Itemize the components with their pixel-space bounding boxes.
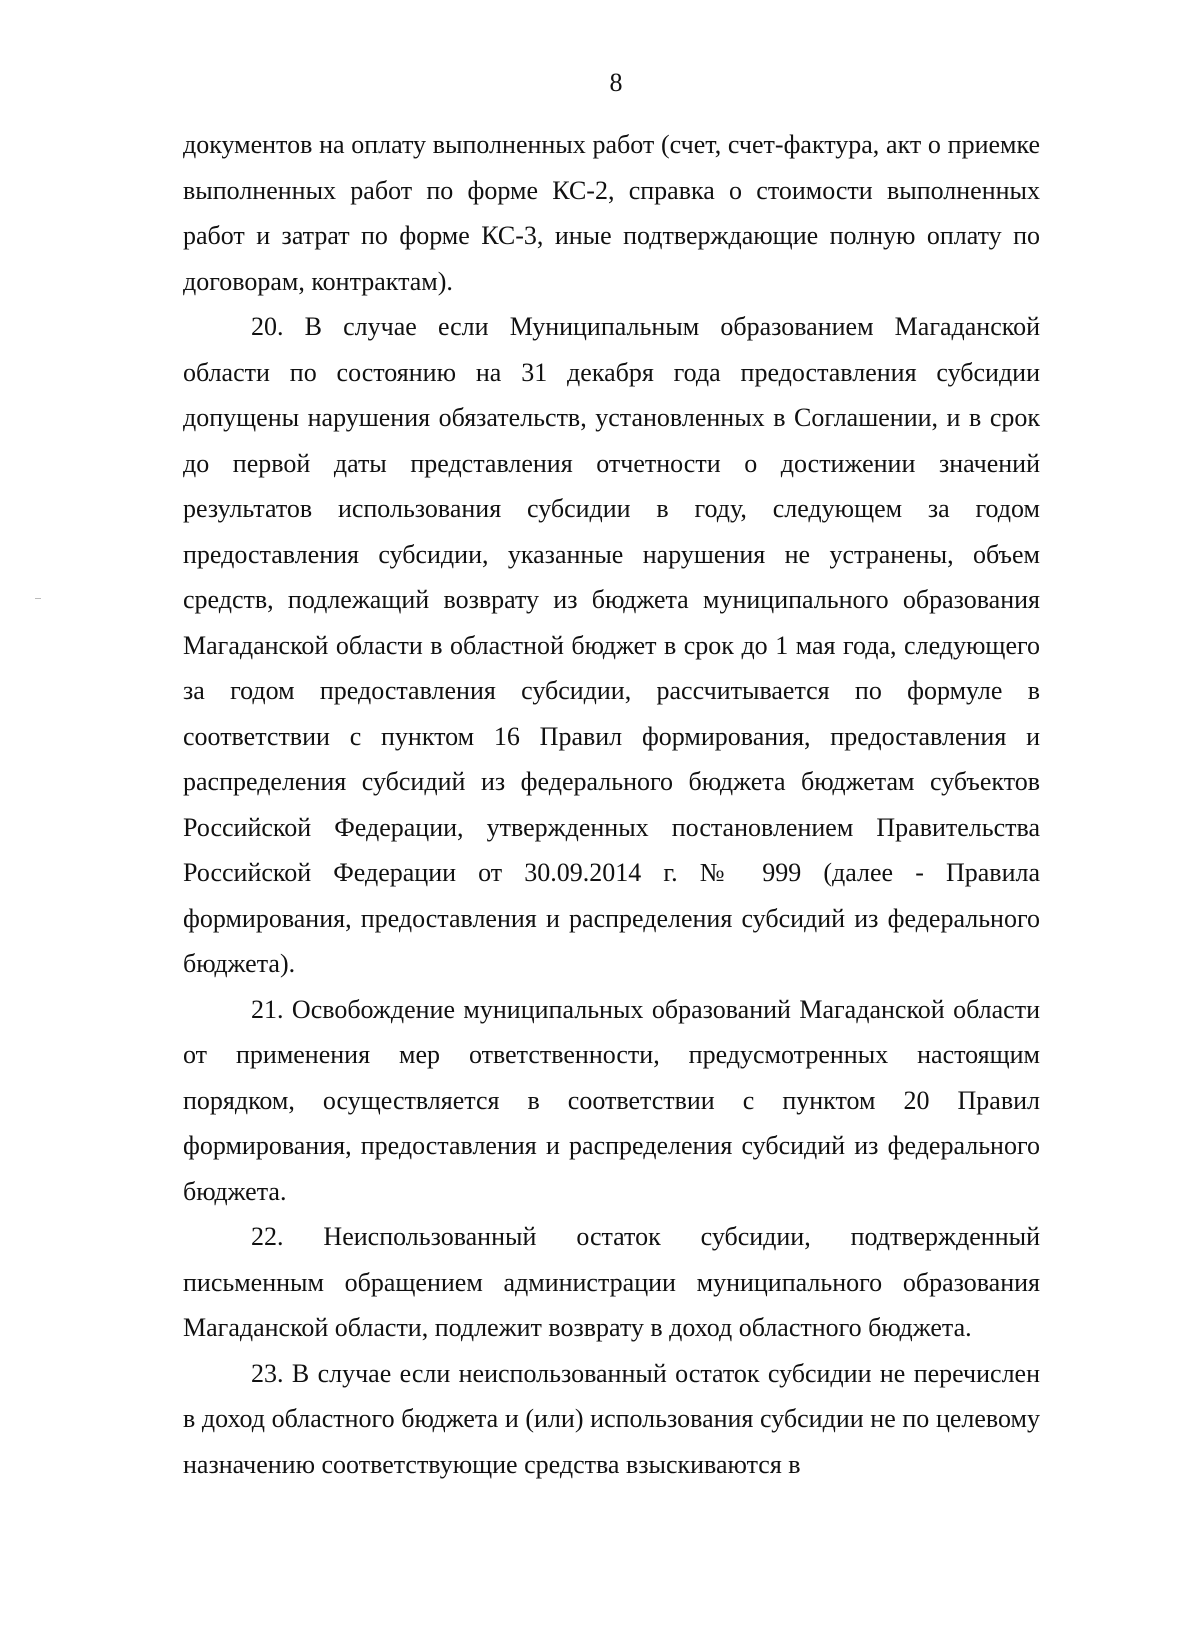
paragraph-20: 20. В случае если Муниципальным образованием Магаданской области по состоянию на 31 декабря года предоставления субсидии допущены нарушения обязательств, установленных в Соглашении, и в срок до первой даты представления отчетности о достижении значений результатов использования субсидии в году, следующем за годом предоставления субсидии, указанные нарушения не устранены, объем средств, подлежащий возврату из бюджета муниципального образования Магаданской области в областной бюджет в срок до 1 мая года, следующего за годом предоставления субсидии, рассчитывается по формуле в соответствии с пунктом 16 Правил формирования, предоставления и распределения субсидий из федерального бюджета бюджетам субъектов Российской Федерации, утвержденных постановлением Правительства Российской Федерации от 30.09.2014 г. № 999 (далее - Правила формирования, предоставления и распределения субсидий из федерального бюджета). bbox=[183, 312, 1040, 978]
paragraph-continued: документов на оплату выполненных работ (счет, счет-фактура, акт о приемке выполненных работ по форме КС-2, справка о стоимости выполненных работ и затрат по форме КС-3, иные подтверждающие полную оплату по договорам, контрактам). bbox=[183, 130, 1040, 296]
document-body bbox=[183, 122, 1040, 1487]
scan-mark bbox=[35, 598, 41, 599]
paragraph-21: 21. Освобождение муниципальных образований Магаданской области от применения мер ответственности, предусмотренных настоящим порядком, осуществляется в соответствии с пунктом 20 Правил формирования, предоставления и распределения субсидий из федерального бюджета. bbox=[183, 994, 1040, 1206]
page-number: 8 bbox=[609, 68, 623, 97]
paragraph-23: 23. В случае если неиспользованный остаток субсидии не перечислен в доход областного бюджета и (или) использования субсидии не по целевому назначению соответствующие средства взыскиваются в bbox=[183, 1358, 1040, 1479]
paragraph-22: 22. Неиспользованный остаток субсидии, подтвержденный письменным обращением администрации муниципального образования Магаданской области, подлежит возврату в доход областного бюджета. bbox=[183, 1222, 1040, 1342]
